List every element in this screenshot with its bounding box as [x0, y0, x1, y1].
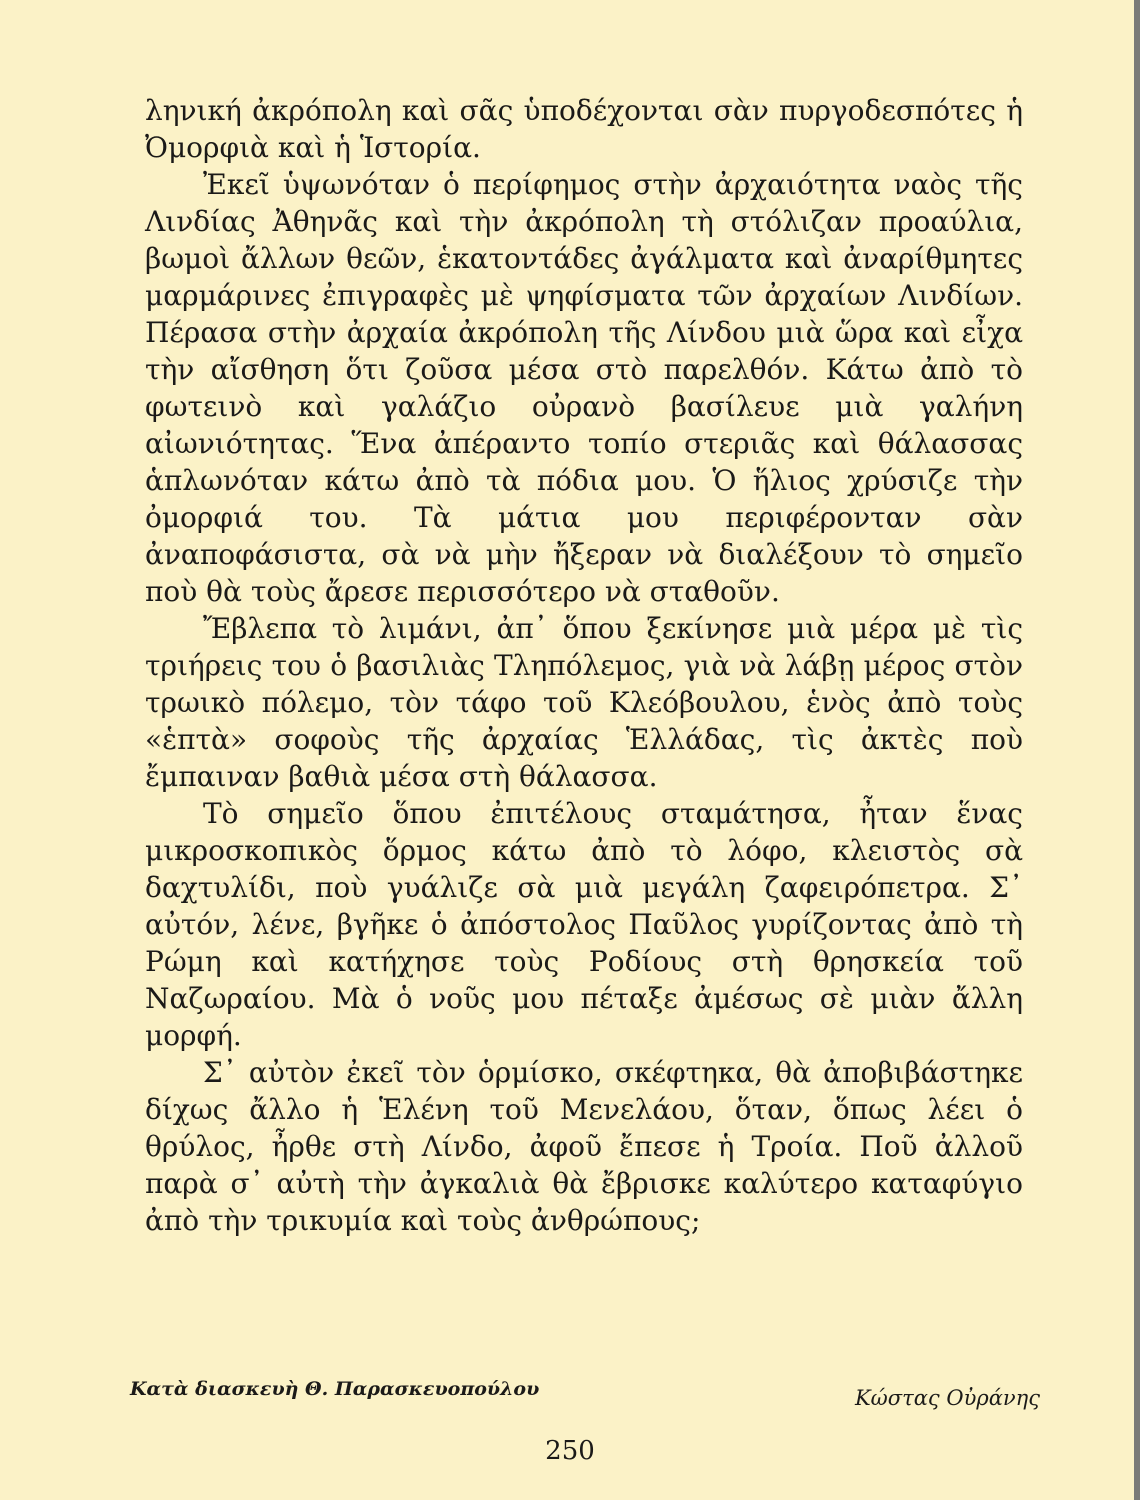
- paragraph-continuation: ληνική ἀκρόπολη καὶ σᾶς ὑποδέχονται σὰν πυργοδεσπότες ἡ Ὀμορφιὰ καὶ ἡ Ἱστορία.: [145, 94, 1023, 164]
- paragraph: Τὸ σημεῖο ὅπου ἐπιτέλους σταμάτησα, ἦταν ἕνας μικροσκοπικὸς ὅρμος κάτω ἀπὸ τὸ λόφο, κλειστὸς σὰ δαχτυλίδι, ποὺ γυάλιζε σὰ μιὰ μεγάλη ζαφειρόπετρα. Σ᾽ αὐτόν, λένε, βγῆκε ὁ ἀπόστολος Παῦλος γυρίζοντας ἀπὸ τὴ Ρώμη καὶ κατήχησε τοὺς Ροδίους στὴ θρησκεία τοῦ Ναζωραίου. Μὰ ὁ νοῦς μου πέταξε ἀμέσως σὲ μιὰν ἄλλη μορφή.: [145, 797, 1023, 1052]
- body-text: [145, 92, 1023, 1239]
- paragraph: Ἐκεῖ ὑψωνόταν ὁ περίφημος στὴν ἀρχαιότητα ναὸς τῆς Λινδίας Ἀθηνᾶς καὶ τὴν ἀκρόπολη τὴ στόλιζαν προαύλια, βωμοὶ ἄλλων θεῶν, ἑκατοντάδες ἀγάλματα καὶ ἀναρίθμητες μαρμάρινες ἐπιγραφὲς μὲ ψηφίσματα τῶν ἀρχαίων Λινδίων. Πέρασα στὴν ἀρχαία ἀκρόπολη τῆς Λίνδου μιὰ ὥρα καὶ εἶχα τὴν αἴσθηση ὅτι ζοῦσα μέσα στὸ παρελθόν. Κάτω ἀπὸ τὸ φωτεινὸ καὶ γαλάζιο οὐρανὸ βασίλευε μιὰ γαλήνη αἰωνιότητας. Ἕνα ἀπέραντο τοπίο στεριᾶς καὶ θάλασσας ἁπλωνόταν κάτω ἀπὸ τὰ πόδια μου. Ὁ ἥλιος χρύσιζε τὴν ὀμορφιά του. Τὰ μάτια μου περιφέρονταν σὰν ἀναποφάσιστα, σὰ νὰ μὴν ἤξεραν νὰ διαλέξουν τὸ σημεῖο ποὺ θὰ τοὺς ἄρεσε περισσότερο νὰ σταθοῦν.: [145, 168, 1023, 608]
- page-edge-shadow: [1134, 0, 1140, 1500]
- paragraph: Ἔβλεπα τὸ λιμάνι, ἀπ᾽ ὅπου ξεκίνησε μιὰ μέρα μὲ τὶς τριήρεις του ὁ βασιλιὰς Τληπόλεμος, γιὰ νὰ λάβῃ μέρος στὸν τρωικὸ πόλεμο, τὸν τάφο τοῦ Κλεόβουλου, ἑνὸς ἀπὸ τοὺς «ἑπτὰ» σοφοὺς τῆς ἀρχαίας Ἑλλάδας, τὶς ἀκτὲς ποὺ ἔμπαιναν βαθιὰ μέσα στὴ θάλασσα.: [145, 612, 1023, 793]
- page-footer: [130, 1378, 1040, 1418]
- paragraph: Σ᾽ αὐτὸν ἐκεῖ τὸν ὁρμίσκο, σκέφτηκα, θὰ ἀποβιβάστηκε δίχως ἄλλο ἡ Ἑλένη τοῦ Μενελάου, ὅταν, ὅπως λέει ὁ θρύλος, ἦρθε στὴ Λίνδο, ἀφοῦ ἔπεσε ἡ Τροία. Ποῦ ἀλλοῦ παρὰ σ᾽ αὐτὴ τὴν ἀγκαλιὰ θὰ ἔβρισκε καλύτερο καταφύγιο ἀπὸ τὴν τρικυμία καὶ τοὺς ἀνθρώπους;: [145, 1056, 1023, 1237]
- author-name: Κώστας Οὐράνης: [854, 1386, 1040, 1410]
- page-number: 250: [545, 1436, 595, 1466]
- adaptation-credit: Κατὰ διασκευὴ Θ. Παρασκευοπούλου: [130, 1378, 540, 1400]
